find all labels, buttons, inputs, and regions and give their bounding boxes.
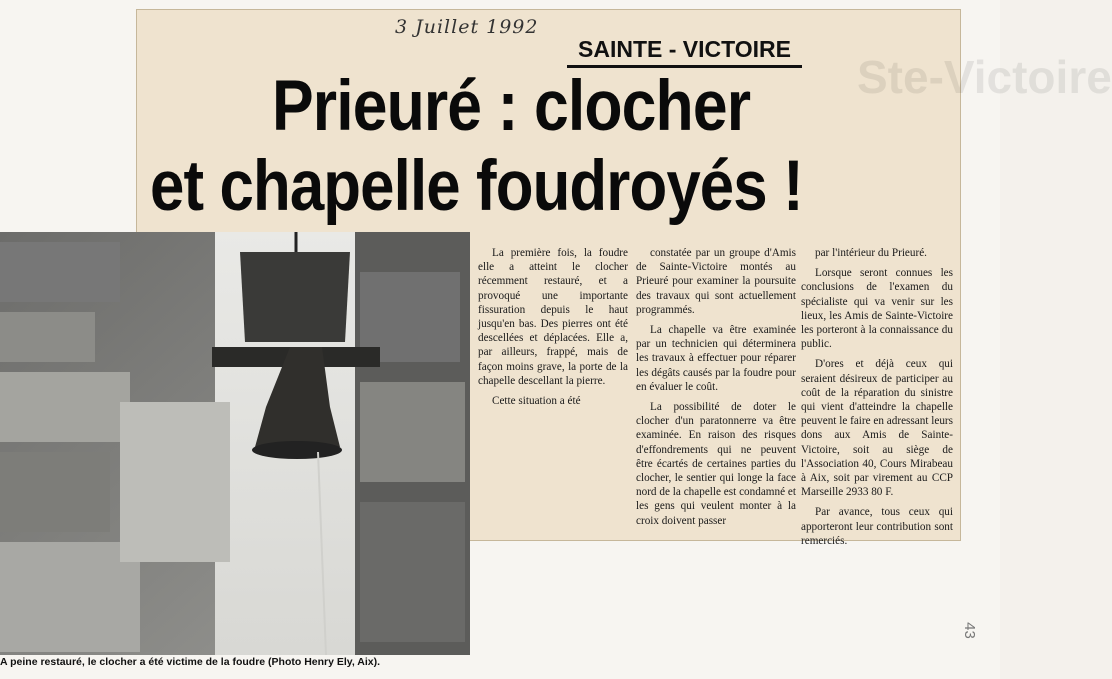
section-heading: SAINTE - VICTOIRE <box>567 36 802 68</box>
handwritten-date: 3 Juillet 1992 <box>395 16 539 38</box>
article-column-2 <box>636 246 796 534</box>
paragraph: D'ores et déjà ceux qui seraient désireux de participer au coût de la réparation du sinistre qui vient d'atteindre la chapelle peuvent le faire en adressant leurs dons aux Amis de Sainte-Victoire, soit au siège de l'Association 40, Cours Mirabeau à Aix, soit par virement au CCP Marseille 2933 80 F. <box>801 358 953 499</box>
paragraph: La chapelle va être examinée par un technicien qui déterminera les travaux à effectuer pour réparer les dégâts causés par la foudre pour en évaluer le coût. <box>636 324 796 393</box>
paragraph: La première fois, la foudre elle a atteint le clocher récemment restauré, et a provoqué une importante fissuration depuis le haut jusqu'en bas. Des pierres ont été descellées et déplacées. Elle a, par ailleurs, frappé, mais de façon moins grave, la porte de la chapelle descellant la pierre. <box>478 247 628 387</box>
article-column-3 <box>801 246 953 554</box>
page-number: 43 <box>961 622 979 639</box>
paragraph: La possibilité de doter le clocher d'un paratonnerre va être examinée. En raison des risques d'effondrements qui ne peuvent être écartés de certaines parties du clocher, le sentier qui longe la face nord de la chapelle est condamné et les gens qui veulent monter à la croix doivent passer <box>636 401 796 527</box>
paragraph: Cette situation a été <box>492 395 581 408</box>
bell-photo-illustration <box>0 232 470 655</box>
headline-line-1: Prieuré : clocher <box>272 67 751 146</box>
bleed-through-text: Ste-Victoire <box>857 51 1112 103</box>
headline-line-2: et chapelle foudroyés ! <box>150 147 803 226</box>
photo-caption: A peine restauré, le clocher a été victime de la foudre (Photo Henry Ely, Aix). <box>0 656 381 668</box>
paragraph: constatée par un groupe d'Amis de Sainte-Victoire montés au Prieuré pour examiner la poursuite des travaux qui sont actuellement programmés. <box>636 247 796 316</box>
paragraph: Lorsque seront connues les conclusions de l'examen du spécialiste qui va venir sur les lieux, les Amis de Sainte-Victoire les porteront à la connaissance du public. <box>801 267 953 351</box>
paragraph: par l'intérieur du Prieuré. <box>815 247 927 259</box>
paragraph: Par avance, tous ceux qui apporteront leur contribution sont remerciés. <box>801 506 953 547</box>
article-column-1 <box>478 246 628 414</box>
bell-tower-photo <box>0 232 470 655</box>
